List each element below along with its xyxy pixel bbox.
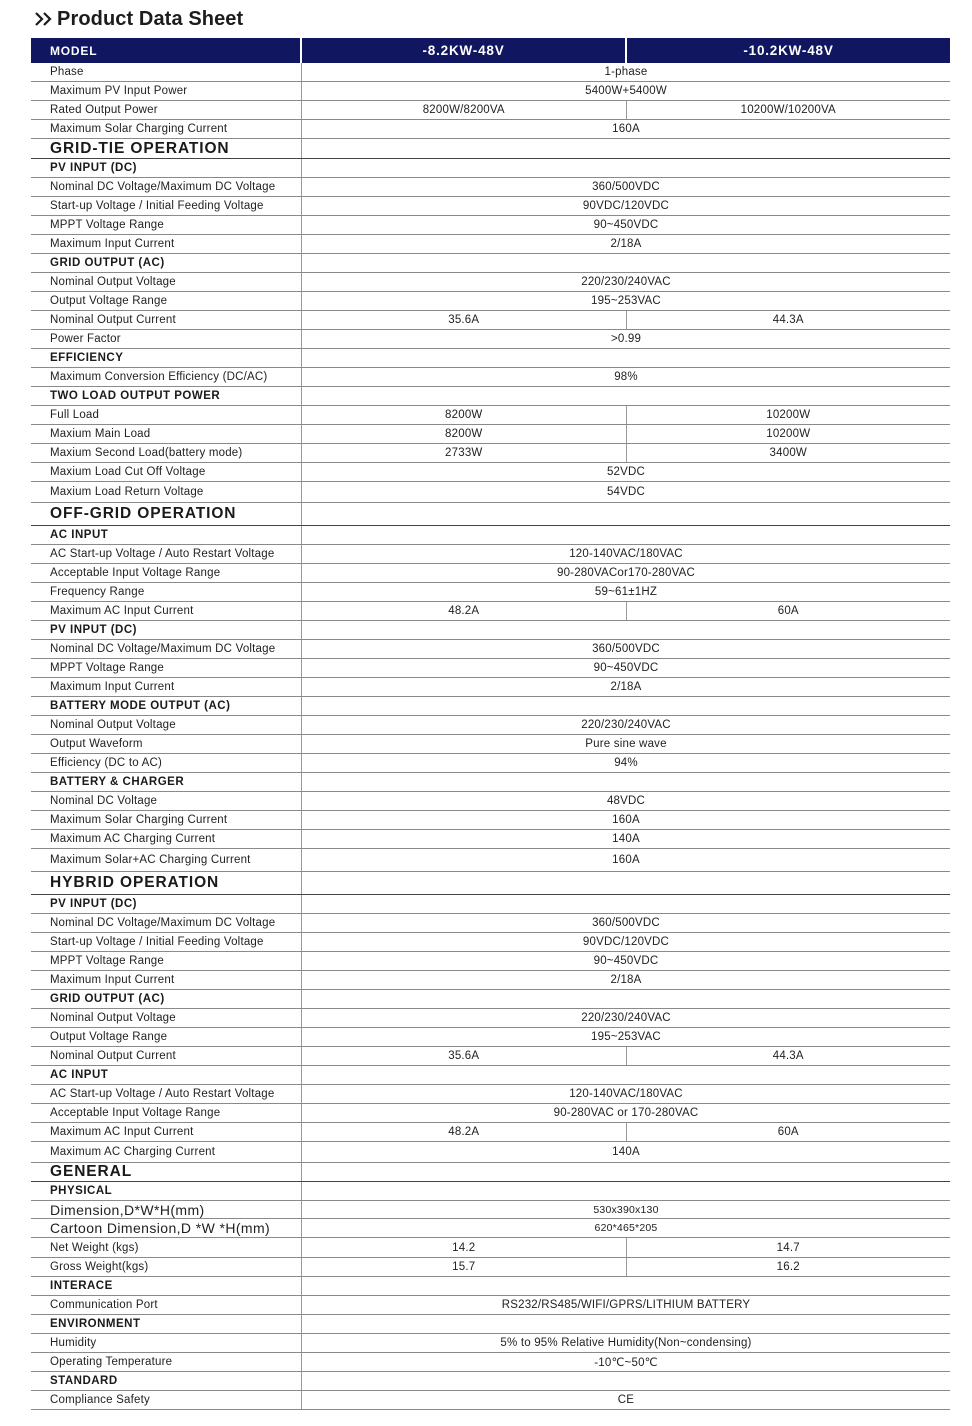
value-shared: 160A [612, 123, 640, 135]
value-8kw: 8200W [445, 428, 483, 440]
table-row [31, 1123, 950, 1142]
section-title: PV INPUT (DC) [31, 621, 302, 639]
table-row [31, 1201, 950, 1219]
row-label: Maximum PV Input Power [31, 82, 302, 100]
table-row [31, 1353, 950, 1372]
row-label: Compliance Safety [31, 1391, 302, 1409]
row-label: Maxium Main Load [31, 425, 302, 443]
subsection-header [31, 1066, 950, 1085]
table-row [31, 1238, 950, 1258]
table-row [31, 754, 950, 773]
table-row [31, 1334, 950, 1353]
table-row [31, 735, 950, 754]
value-8kw: 14.2 [452, 1241, 476, 1254]
section-title: GRID OUTPUT (AC) [31, 990, 302, 1008]
row-label: Maximum Input Current [31, 235, 302, 253]
table-row [31, 82, 950, 101]
subsection-header [31, 254, 950, 273]
row-label: Maximum Input Current [31, 678, 302, 696]
row-label: Start-up Voltage / Initial Feeding Voltage [31, 197, 302, 215]
value-shared: 120-140VAC/180VAC [569, 548, 683, 560]
row-label: Output Voltage Range [31, 1028, 302, 1046]
table-row [31, 273, 950, 292]
value-shared: 530x390x130 [593, 1203, 659, 1216]
header-model-label: MODEL [31, 38, 302, 63]
table-row [31, 63, 950, 82]
row-label: Maximum Conversion Efficiency (DC/AC) [31, 368, 302, 386]
section-title: OFF-GRID OPERATION [31, 503, 302, 525]
value-8kw: 35.6A [448, 1050, 480, 1062]
row-label: Maximum AC Input Current [31, 602, 302, 620]
value-shared: 54VDC [606, 486, 646, 498]
header-model-8kw: -8.2KW-48V [422, 43, 505, 58]
value-10kw: 3400W [626, 444, 951, 462]
row-label: Maximum Solar Charging Current [31, 811, 302, 829]
table-row [31, 197, 950, 216]
section-title: AC INPUT [31, 1066, 302, 1084]
row-label: MPPT Voltage Range [31, 216, 302, 234]
value-shared: CE [617, 1394, 635, 1406]
subsection-header [31, 349, 950, 368]
section-header [31, 872, 950, 895]
table-row [31, 545, 950, 564]
table-row [31, 482, 950, 503]
value-10kw: 44.3A [626, 1047, 951, 1065]
value-shared: 120-140VAC/180VAC [569, 1088, 683, 1100]
subsection-header [31, 773, 950, 792]
value-shared: 59~61±1HZ [594, 586, 658, 598]
table-row [31, 101, 950, 120]
section-title: GRID OUTPUT (AC) [31, 254, 302, 272]
row-label: Nominal Output Current [31, 311, 302, 329]
table-row [31, 952, 950, 971]
row-label: Net Weight (kgs) [31, 1238, 302, 1257]
table-row [31, 444, 950, 463]
row-label: Dimension,D*W*H(mm) [31, 1201, 302, 1218]
value-shared: 5% to 95% Relative Humidity(Non~condensing) [500, 1337, 752, 1349]
table-row [31, 716, 950, 735]
table-row [31, 216, 950, 235]
row-label: MPPT Voltage Range [31, 659, 302, 677]
row-label: Nominal Output Current [31, 1047, 302, 1065]
value-shared: 2/18A [610, 974, 642, 986]
row-label: Maximum AC Input Current [31, 1123, 302, 1141]
value-shared: 360/500VDC [592, 917, 660, 929]
row-label: Nominal Output Voltage [31, 273, 302, 291]
section-title: TWO LOAD OUTPUT POWER [31, 387, 302, 405]
table-row [31, 1104, 950, 1123]
table-row [31, 368, 950, 387]
row-label: Nominal DC Voltage/Maximum DC Voltage [31, 640, 302, 658]
double-chevron-right-icon [34, 12, 54, 26]
table-row [31, 463, 950, 482]
row-label: MPPT Voltage Range [31, 952, 302, 970]
value-shared: 140A [612, 1146, 640, 1158]
value-10kw: 60A [626, 602, 951, 620]
row-label: AC Start-up Voltage / Auto Restart Voltage [31, 545, 302, 563]
row-label: Maximum AC Charging Current [31, 1142, 302, 1162]
row-label: Nominal DC Voltage/Maximum DC Voltage [31, 178, 302, 196]
value-10kw: 60A [626, 1123, 951, 1141]
row-label: Nominal Output Voltage [31, 1009, 302, 1027]
section-title: PHYSICAL [31, 1182, 302, 1200]
value-8kw: 48.2A [448, 605, 480, 617]
section-title: STANDARD [31, 1372, 302, 1390]
value-shared: 360/500VDC [592, 643, 660, 655]
table-row [31, 1258, 950, 1277]
table-row [31, 583, 950, 602]
section-title: GRID-TIE OPERATION [31, 139, 302, 158]
section-header [31, 1163, 950, 1182]
value-8kw: 8200W/8200VA [422, 104, 505, 116]
row-label: Maximum AC Charging Current [31, 830, 302, 848]
value-shared: 220/230/240VAC [581, 276, 671, 288]
table-row [31, 120, 950, 139]
row-label: Maximum Input Current [31, 971, 302, 989]
value-shared: 195~253VAC [591, 295, 661, 307]
subsection-header [31, 697, 950, 716]
value-shared: 360/500VDC [592, 181, 660, 193]
section-title: EFFICIENCY [31, 349, 302, 367]
row-label: Maxium Second Load(battery mode) [31, 444, 302, 462]
subsection-header [31, 159, 950, 178]
value-shared: 160A [612, 854, 640, 866]
row-label: Maximum Solar+AC Charging Current [31, 849, 302, 871]
table-row [31, 933, 950, 952]
table-row [31, 1219, 950, 1238]
section-title: BATTERY & CHARGER [31, 773, 302, 791]
table-row [31, 1009, 950, 1028]
value-shared: 160A [612, 814, 640, 826]
table-row [31, 792, 950, 811]
table-row [31, 292, 950, 311]
value-shared: 90~450VDC [593, 955, 659, 967]
value-8kw: 35.6A [448, 314, 480, 326]
table-row [31, 1085, 950, 1104]
value-shared: >0.99 [610, 333, 642, 345]
value-8kw: 2733W [445, 447, 483, 459]
value-10kw: 44.3A [626, 311, 951, 329]
table-row [31, 564, 950, 583]
section-title: BATTERY MODE OUTPUT (AC) [31, 697, 302, 715]
value-shared: 90~450VDC [593, 662, 659, 674]
value-shared: -10℃~50℃ [594, 1357, 658, 1369]
page-title: Product Data Sheet [57, 7, 244, 30]
value-shared: 1-phase [604, 66, 648, 78]
row-label: Acceptable Input Voltage Range [31, 564, 302, 582]
value-shared: 2/18A [610, 238, 642, 250]
value-shared: 52VDC [606, 466, 646, 478]
row-label: Full Load [31, 406, 302, 424]
table-row [31, 235, 950, 254]
row-label: Humidity [31, 1334, 302, 1352]
row-label: Maxium Load Return Voltage [31, 482, 302, 502]
table-row [31, 602, 950, 621]
subsection-header [31, 1182, 950, 1201]
section-title: INTERACE [31, 1277, 302, 1295]
value-shared: 90~450VDC [593, 219, 659, 231]
subsection-header [31, 990, 950, 1009]
table-row [31, 178, 950, 197]
row-label: Operating Temperature [31, 1353, 302, 1371]
value-10kw: 16.2 [626, 1258, 951, 1276]
row-label: Output Voltage Range [31, 292, 302, 310]
subsection-header [31, 895, 950, 914]
row-label: Nominal Output Voltage [31, 716, 302, 734]
section-header [31, 139, 950, 159]
row-label: Maxium Load Cut Off Voltage [31, 463, 302, 481]
value-shared: 620*465*205 [594, 1222, 658, 1234]
subsection-header [31, 621, 950, 640]
table-row [31, 640, 950, 659]
row-label: Cartoon Dimension,D *W *H(mm) [31, 1219, 302, 1237]
value-10kw: 10200W [626, 425, 951, 443]
value-shared: 220/230/240VAC [581, 719, 671, 731]
row-label: Rated Output Power [31, 101, 302, 119]
table-row [31, 811, 950, 830]
value-shared: RS232/RS485/WIFI/GPRS/LITHIUM BATTERY [501, 1299, 751, 1311]
table-row [31, 830, 950, 849]
subsection-header [31, 1315, 950, 1334]
table-row [31, 425, 950, 444]
value-10kw: 14.7 [626, 1238, 951, 1257]
value-shared: 98% [614, 371, 638, 383]
table-row [31, 1028, 950, 1047]
value-shared: 5400W+5400W [585, 85, 667, 97]
subsection-header [31, 387, 950, 406]
subsection-header [31, 1277, 950, 1296]
section-title: ENVIRONMENT [31, 1315, 302, 1333]
value-shared: 90VDC/120VDC [582, 200, 670, 212]
value-shared: 90VDC/120VDC [582, 936, 670, 948]
table-row [31, 1296, 950, 1315]
table-row [31, 678, 950, 697]
value-shared: 90-280VAC or 170-280VAC [553, 1107, 699, 1119]
section-title: PV INPUT (DC) [31, 159, 302, 177]
table-row [31, 1391, 950, 1410]
row-label: Efficiency (DC to AC) [31, 754, 302, 772]
row-label: Acceptable Input Voltage Range [31, 1104, 302, 1122]
table-row [31, 406, 950, 425]
table-row [31, 914, 950, 933]
value-8kw: 15.7 [452, 1261, 476, 1273]
value-shared: Pure sine wave [585, 738, 667, 750]
table-row [31, 330, 950, 349]
section-title: GENERAL [31, 1163, 302, 1181]
row-label: Communication Port [31, 1296, 302, 1314]
row-label: Output Waveform [31, 735, 302, 753]
spec-table [31, 38, 950, 1410]
subsection-header [31, 526, 950, 545]
row-label: Gross Weight(kgs) [31, 1258, 302, 1276]
section-header [31, 503, 950, 526]
row-label: AC Start-up Voltage / Auto Restart Voltage [31, 1085, 302, 1103]
sheet-title [34, 6, 243, 32]
value-shared: 220/230/240VAC [581, 1012, 671, 1024]
value-10kw: 10200W/10200VA [626, 101, 951, 119]
value-8kw: 8200W [445, 409, 483, 421]
value-shared: 195~253VAC [591, 1031, 661, 1043]
row-label: Phase [31, 63, 302, 81]
value-shared: 48VDC [606, 795, 646, 807]
value-shared: 140A [612, 833, 640, 845]
row-label: Nominal DC Voltage [31, 792, 302, 810]
table-row [31, 1047, 950, 1066]
section-title: PV INPUT (DC) [31, 895, 302, 913]
table-header [31, 38, 950, 63]
subsection-header [31, 1372, 950, 1391]
value-8kw: 48.2A [448, 1126, 480, 1138]
value-shared: 94% [614, 757, 638, 769]
table-row [31, 311, 950, 330]
header-model-10kw: -10.2KW-48V [625, 38, 950, 63]
row-label: Start-up Voltage / Initial Feeding Voltage [31, 933, 302, 951]
row-label: Power Factor [31, 330, 302, 348]
value-shared: 90-280VACor170-280VAC [556, 567, 696, 579]
table-row [31, 659, 950, 678]
row-label: Maximum Solar Charging Current [31, 120, 302, 138]
section-title: AC INPUT [31, 526, 302, 544]
table-row [31, 971, 950, 990]
table-row [31, 1142, 950, 1163]
row-label: Nominal DC Voltage/Maximum DC Voltage [31, 914, 302, 932]
section-title: HYBRID OPERATION [31, 872, 302, 894]
value-10kw: 10200W [626, 406, 951, 424]
row-label: Frequency Range [31, 583, 302, 601]
value-shared: 2/18A [610, 681, 642, 693]
table-row [31, 849, 950, 872]
